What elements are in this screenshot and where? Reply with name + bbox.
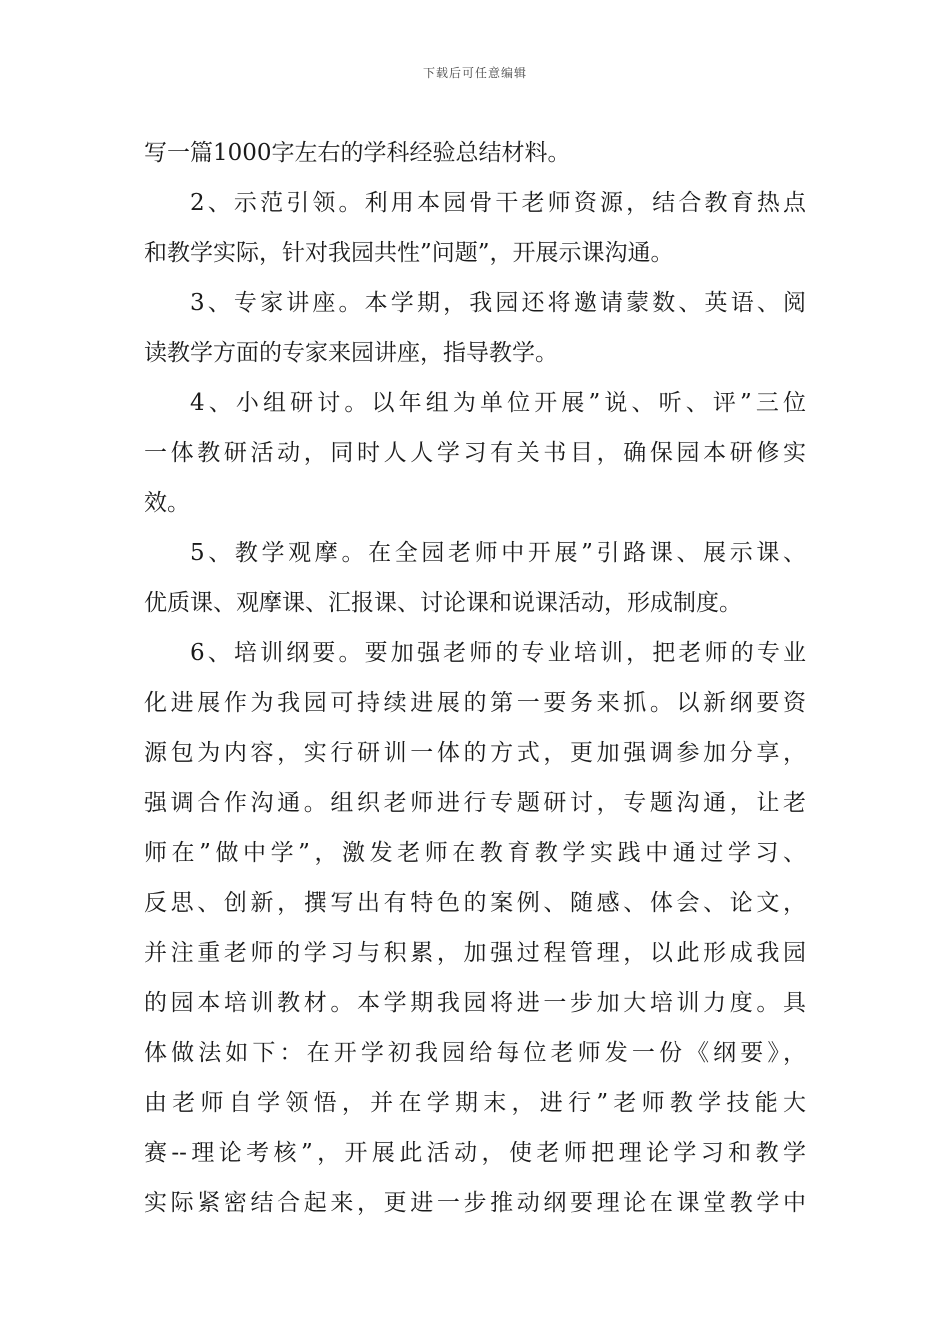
text-line: 读教学方面的专家来园讲座，指导教学。 <box>144 340 558 366</box>
text-line: 实际紧密结合起来，更进一步推动纲要理论在课堂教学中 <box>144 1190 806 1216</box>
text-line: 优质课、观摩课、汇报课、讨论课和说课活动，形成制度。 <box>144 590 742 616</box>
text-line: 一体教研活动，同时人人学习有关书目，确保园本研修实 <box>144 440 806 466</box>
text-line: 由老师自学领悟，并在学期末，进行”老师教学技能大 <box>144 1090 806 1116</box>
text-line: 的园本培训教材。本学期我园将进一步加大培训力度。具 <box>144 990 806 1016</box>
text-line: 和教学实际，针对我园共性”问题”，开展示课沟通。 <box>144 240 674 266</box>
text-line: 5、教学观摩。在全园老师中开展”引路课、展示课、 <box>190 540 806 566</box>
text-line: 6、培训纲要。要加强老师的专业培训，把老师的专业 <box>190 640 806 666</box>
text-line: 并注重老师的学习与积累，加强过程管理，以此形成我园 <box>144 940 806 966</box>
text-line: 写一篇1000字左右的学科经验总结材料。 <box>144 140 571 166</box>
text-line: 化进展作为我园可持续进展的第一要务来抓。以新纲要资 <box>144 690 806 716</box>
document-body <box>144 128 806 1228</box>
page-header: 下载后可任意编辑 <box>422 66 527 80</box>
text-line: 效。 <box>144 490 190 516</box>
text-line: 源包为内容，实行研训一体的方式，更加强调参加分享， <box>144 740 806 766</box>
text-line: 反思、创新，撰写出有特色的案例、随感、体会、论文， <box>144 890 806 916</box>
text-line: 体做法如下：在开学初我园给每位老师发一份《纲要》， <box>144 1040 806 1066</box>
text-line: 2、示范引领。利用本园骨干老师资源，结合教育热点 <box>190 190 806 216</box>
text-line: 3、专家讲座。本学期，我园还将邀请蒙数、英语、阅 <box>190 290 806 316</box>
text-line: 赛--理论考核”，开展此活动，使老师把理论学习和教学 <box>144 1140 806 1166</box>
text-line: 4、小组研讨。以年组为单位开展”说、听、评”三位 <box>190 390 806 416</box>
text-line: 师在”做中学”，激发老师在教育教学实践中通过学习、 <box>144 840 806 866</box>
text-line: 强调合作沟通。组织老师进行专题研讨，专题沟通，让老 <box>144 790 806 816</box>
